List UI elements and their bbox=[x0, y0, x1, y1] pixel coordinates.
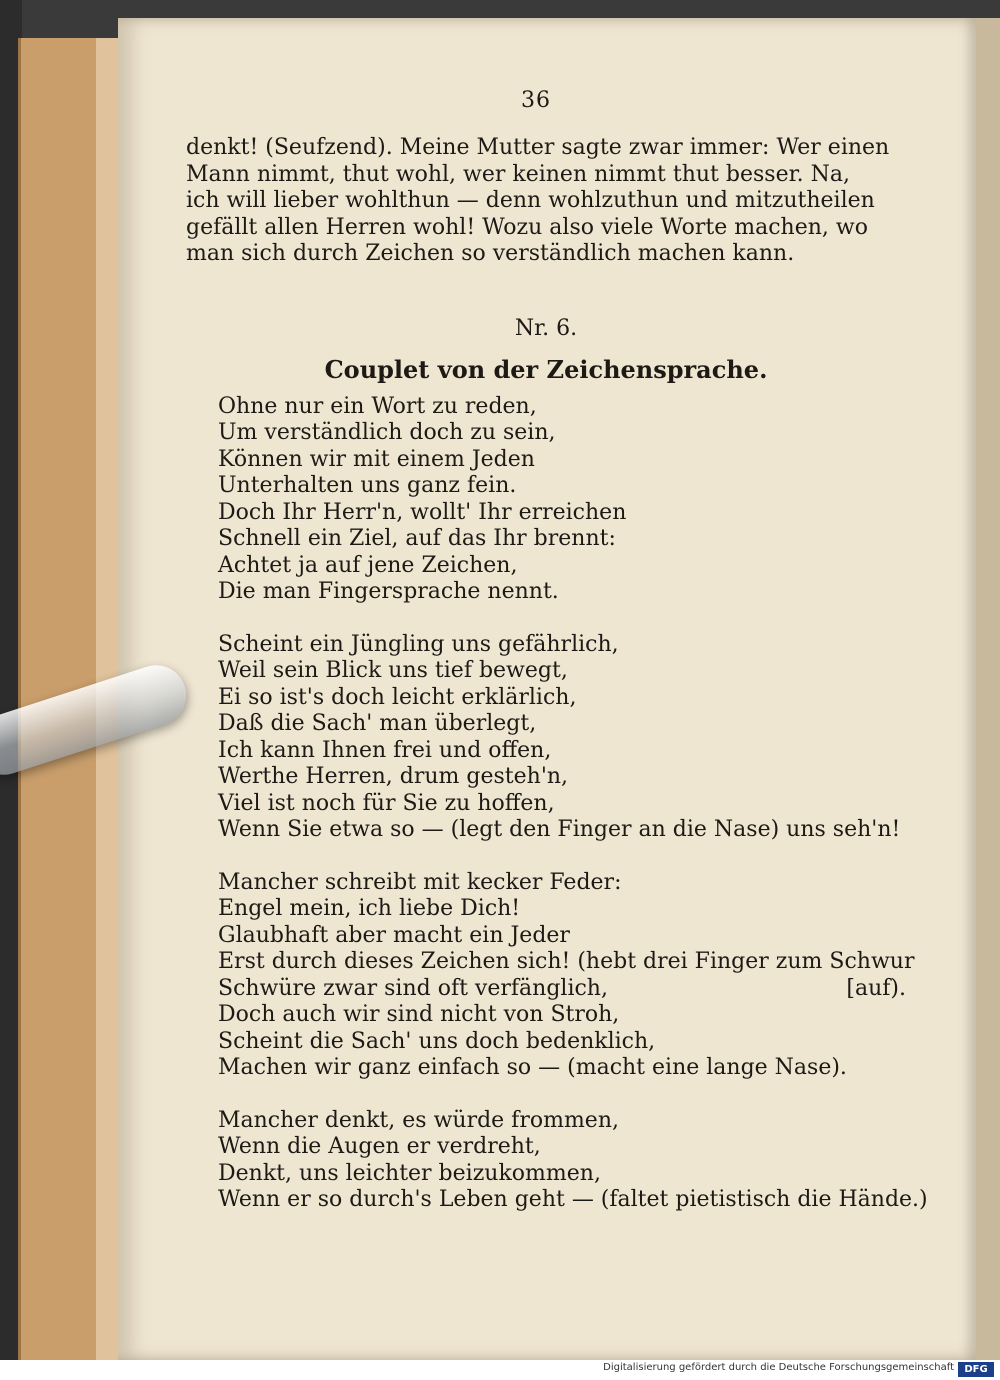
verse-continuation: [auf). bbox=[846, 975, 906, 1001]
verse-line: Die man Fingersprache nennt. bbox=[218, 579, 559, 604]
verse-line: Ich kann Ihnen frei und offen, bbox=[218, 737, 552, 763]
prose-paragraph bbox=[186, 135, 906, 268]
stanza-4 bbox=[218, 1107, 928, 1214]
verse-line: Doch Ihr Herr'n, wollt' Ihr erreichen bbox=[218, 499, 627, 525]
prose-line: denkt! (Seufzend). Meine Mutter sagte zwar immer: Wer einen bbox=[186, 135, 890, 160]
verse-line: Glaubhaft aber macht ein Jeder bbox=[218, 922, 570, 948]
verse-line: Unterhalten uns ganz fein. bbox=[218, 473, 517, 498]
prose-line: man sich durch Zeichen so verständlich machen kann. bbox=[186, 241, 795, 266]
verse-line: Viel ist noch für Sie zu hoffen, bbox=[218, 790, 555, 816]
verse-line: Denkt, uns leichter beizukommen, bbox=[218, 1160, 601, 1186]
footer-bar bbox=[0, 1360, 1000, 1380]
verse-line: Wenn die Augen er verdreht, bbox=[218, 1134, 541, 1159]
stanza-3 bbox=[218, 869, 915, 1082]
prose-line: ich will lieber wohlthun — denn wohlzuthun und mitzutheilen bbox=[186, 188, 875, 213]
verse-line: Ei so ist's doch leicht erklärlich, bbox=[218, 684, 577, 710]
verse-line: Daß die Sach' man überlegt, bbox=[218, 711, 537, 736]
verse-line: Können wir mit einem Jeden bbox=[218, 446, 535, 472]
prose-line: Mann nimmt, thut wohl, wer keinen nimmt thut besser. Na, bbox=[186, 161, 851, 187]
verse-line: Werthe Herren, drum gesteh'n, bbox=[218, 764, 569, 789]
verse-line: Scheint die Sach' uns doch bedenklich, bbox=[218, 1028, 656, 1054]
verse-line: Schnell ein Ziel, auf das Ihr brennt: bbox=[218, 526, 616, 551]
verse-line: Machen wir ganz einfach so — (macht eine lange Nase). bbox=[218, 1055, 847, 1080]
verse-line: Erst durch dieses Zeichen sich! (hebt drei Finger zum Schwur bbox=[218, 949, 915, 974]
section-number: Nr. 6. bbox=[514, 315, 578, 341]
verse-line: Wenn er so durch's Leben geht — (faltet pietistisch die Hände.) bbox=[218, 1187, 928, 1212]
verse-line: Ohne nur ein Wort zu reden, bbox=[218, 393, 537, 419]
prose-line: gefällt allen Herren wohl! Wozu also viele Worte machen, wo bbox=[186, 214, 868, 240]
stanza-2 bbox=[218, 632, 906, 844]
section-title: Couplet von der Zeichensprache. bbox=[324, 354, 768, 384]
verse-line: Mancher schreibt mit kecker Feder: bbox=[218, 869, 622, 895]
verse-line: Scheint ein Jüngling uns gefährlich, bbox=[218, 631, 619, 657]
verse-line: Engel mein, ich liebe Dich! bbox=[218, 896, 521, 921]
verse-line: Um verständlich doch zu sein, bbox=[218, 420, 556, 445]
page-number: 36 bbox=[521, 88, 551, 113]
verse-line: Wenn Sie etwa so — (legt den Finger an die Nase) uns seh'n! bbox=[218, 817, 901, 842]
verse-line: Weil sein Blick uns tief bewegt, bbox=[218, 658, 568, 683]
page-content bbox=[186, 88, 928, 1240]
verse-line: Achtet ja auf jene Zeichen, bbox=[218, 552, 518, 578]
verse-text: Schwüre zwar sind oft verfänglich, bbox=[218, 975, 608, 1001]
stanza-1 bbox=[218, 394, 906, 606]
verse-line: Mancher denkt, es würde frommen, bbox=[218, 1107, 619, 1133]
verse-line bbox=[218, 976, 906, 1003]
dfg-logo: DFG bbox=[958, 1362, 994, 1377]
verse-line: Doch auch wir sind nicht von Stroh, bbox=[218, 1002, 620, 1027]
footer-credit: Digitalisierung gefördert durch die Deutsche Forschungsgemeinschaft bbox=[603, 1362, 954, 1373]
